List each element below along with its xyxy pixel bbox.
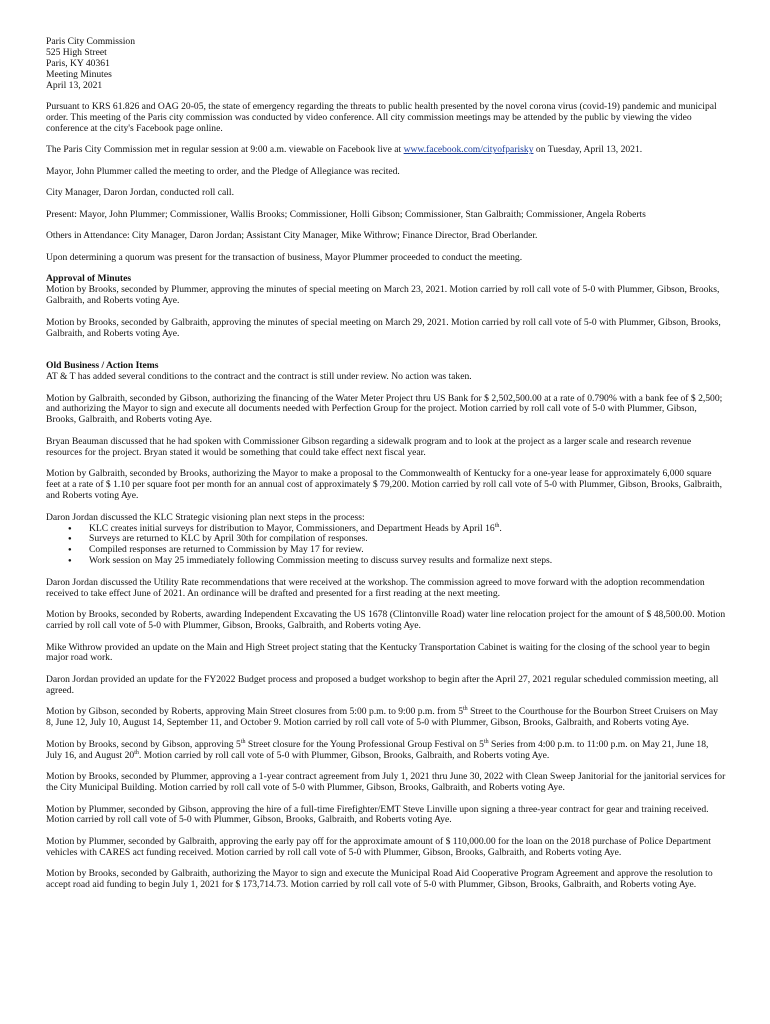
list-item: ● Surveys are returned to KLC by April 30th for compilation of responses. xyxy=(89,534,726,545)
water-line-motion: Motion by Brooks, seconded by Roberts, awarding Independent Excavating the US 1678 (Clintonville Road) water line relocation project for the amount of $ 48,500.00. Motion carried by roll call vote of 5-0 with Plummer, Gibson, Brooks, Galbraith, and Roberts voting Aye. xyxy=(46,609,726,632)
lease-motion: Motion by Galbraith, seconded by Brooks, authorizing the Mayor to make a proposal to the Commonwealth of Kentucky for a one-year lease for approximately 6,000 square feet at a rate of $ 1.10 per square foot per month for an annual cost of approximately $ 79,200. Motion carried by roll call vote of 5-0 with Plummer, Gibson, Brooks, Galbraith, and Roberts voting Aye. xyxy=(46,468,723,502)
session-text-after: on Tuesday, April 13, 2021. xyxy=(533,144,643,156)
list-item: ● KLC creates initial surveys for distribution to Mayor, Commissioners, and Department Heads by April 16th. xyxy=(89,524,726,535)
main-high-update: Mike Withrow provided an update on the Main and High Street project stating that the Kentucky Transportation Cabinet is waiting for the closing of the school year to begin major road work. xyxy=(46,641,710,664)
road-aid-motion: Motion by Brooks, seconded by Galbraith, authorizing the Mayor to sign and execute the Municipal Road Aid Cooperative Program Agreement and approve the resolution to accept road aid funding to begin July 1, 2021 for $ 173,714.73. Motion carried by roll call vote of 5-0 with Plummer, Gibson, Brooks, Galbraith, and Roberts voting Aye. xyxy=(46,868,713,891)
street-closures-motion: Motion by Gibson, seconded by Roberts, approving Main Street closures from 5:00 p.m. to 9:00 p.m. from 5th Street to the Courthouse for the Bourbon Street Cruisers on May 8, June 12, July 10, August 14, September 11, and October 9. Motion carried by roll call vote of 5-0 with Plummer, Gibson, Brooks, Galbraith, and Roberts voting Aye. xyxy=(46,706,718,729)
others-list: Others in Attendance: City Manager, Daron Jordan; Assistant City Manager, Mike Withrow; Finance Director, Brad Oberlander. xyxy=(46,230,538,242)
ypg-festival-motion: Motion by Brooks, second by Gibson, approving 5th Street closure for the Young Professional Group Festival on 5th Series from 4:00 p.m. to 11:00 p.m. on May 21, June 18, July 16, and August 20th. Motion carried by roll call vote of 5-0 with Plummer, Gibson, Brooks, Galbraith, and Roberts voting Aye. xyxy=(46,738,709,761)
list-item: ● Compiled responses are returned to Commission by May 17 for review. xyxy=(89,545,726,556)
present-list: Present: Mayor, John Plummer; Commissioner, Wallis Brooks; Commissioner, Holli Gibson; Commissioner, Stan Galbraith; Commissioner, Angela Roberts xyxy=(46,208,646,220)
approval-motion-1: Motion by Brooks, seconded by Plummer, approving the minutes of special meeting on March 23, 2021. Motion carried by roll call vote of 5-0 with Plummer, Gibson, Brooks, Galbraith, and Roberts voting Aye. xyxy=(46,284,720,307)
list-item: ● Work session on May 25 immediately following Commission meeting to discuss survey results and formalize next steps. xyxy=(89,556,726,567)
intro-paragraph: Pursuant to KRS 61.826 and OAG 20-05, the state of emergency regarding the threats to public health presented by the novel corona virus (covid-19) pandemic and municipal order. This meeting of the Paris city commission was conducted by video conference. All city commission meetings may be attended by the public by viewing the video conference at the city's Facebook page online. xyxy=(46,101,717,134)
water-meter-motion: Motion by Galbraith, seconded by Gibson, authorizing the financing of the Water Meter Project thru US Bank for $ 2,502,500.00 at a rate of 0.790% with a bank fee of $ 2,500; and authorizing the Mayor to sign and execute all documents needed with Perfection Group for the project. Motion carried by roll call vote of 5-0 with Plummer, Gibson, Brooks, Galbraith, and Roberts voting Aye. xyxy=(46,392,723,426)
session-text-before: The Paris City Commission met in regular session at 9:00 a.m. viewable on Facebook live at xyxy=(46,144,404,156)
klc-steps-list xyxy=(46,524,726,568)
session-paragraph xyxy=(46,145,726,156)
approval-motion-2: Motion by Brooks, seconded by Galbraith, approving the minutes of special meeting on March 29, 2021. Motion carried by roll call vote of 5-0 with Plummer, Gibson, Brooks, Galbraith, and Roberts voting Aye. xyxy=(46,316,721,339)
old-business-heading: Old Business / Action Items xyxy=(46,360,159,372)
sidewalk-paragraph: Bryan Beauman discussed that he had spoken with Commissioner Gibson regarding a sidewalk program and to look at the project as a larger scale and research revenue resources for the project. Bryan stated it would be something that could take effect next fiscal year. xyxy=(46,435,692,458)
minutes-document xyxy=(46,37,726,902)
utility-rate-paragraph: Daron Jordan discussed the Utility Rate recommendations that were received at the workshop. The commission agreed to move forward with the adoption recommendation received to take effect June of 2021. An ordinance will be drafted and presented for a first reading at the next meeting. xyxy=(46,576,705,599)
org-name: Paris City Commission xyxy=(46,36,136,47)
budget-update: Daron Jordan provided an update for the FY2022 Budget process and proposed a budget workshop to begin after the April 27, 2021 regular scheduled commission meeting, all agreed. xyxy=(46,673,719,696)
quorum-paragraph: Upon determining a quorum was present for the transaction of business, Mayor Plummer proceeded to conduct the meeting. xyxy=(46,251,523,263)
document-type: Meeting Minutes xyxy=(46,68,112,80)
facebook-link[interactable]: www.facebook.com/cityofparisky xyxy=(403,144,534,156)
letterhead xyxy=(46,37,726,92)
approval-heading: Approval of Minutes xyxy=(46,273,132,285)
meeting-date: April 13, 2021 xyxy=(46,79,103,91)
call-to-order: Mayor, John Plummer called the meeting to order, and the Pledge of Allegiance was recited. xyxy=(46,165,400,177)
janitorial-motion: Motion by Brooks, seconded by Plummer, approving a 1-year contract agreement from July 1, 2021 thru June 30, 2022 with Clean Sweep Janitorial for the janitorial services for the City Municipal Building. Motion carried by roll call vote of 5-0 with Plummer, Gibson, Brooks, Galbraith, and Roberts voting Aye. xyxy=(46,771,726,794)
roll-call: City Manager, Daron Jordan, conducted roll call. xyxy=(46,187,234,199)
firefighter-motion: Motion by Plummer, seconded by Gibson, approving the hire of a full-time Firefighter/EMT Steve Linville upon signing a three-year contract for gear and training received. Motion carried by roll call vote of 5-0 with Plummer, Gibson, Brooks, Galbraith, and Roberts voting Aye. xyxy=(46,803,709,826)
police-vehicles-motion: Motion by Plummer, seconded by Galbraith, approving the early pay off for the approximate amount of $ 110,000.00 for the loan on the 2018 purchase of Police Department vehicles with CARES act funding received. Motion carried by roll call vote of 5-0 with Plummer, Gibson, Brooks, Galbraith, and Roberts voting Aye. xyxy=(46,835,711,858)
street-address: 525 High Street xyxy=(46,46,107,58)
klc-intro: Daron Jordan discussed the KLC Strategic visioning plan next steps in the process: xyxy=(46,511,365,523)
city-address: Paris, KY 40361 xyxy=(46,57,110,69)
att-paragraph: AT & T has added several conditions to the contract and the contract is still under review. No action was taken. xyxy=(46,371,472,383)
